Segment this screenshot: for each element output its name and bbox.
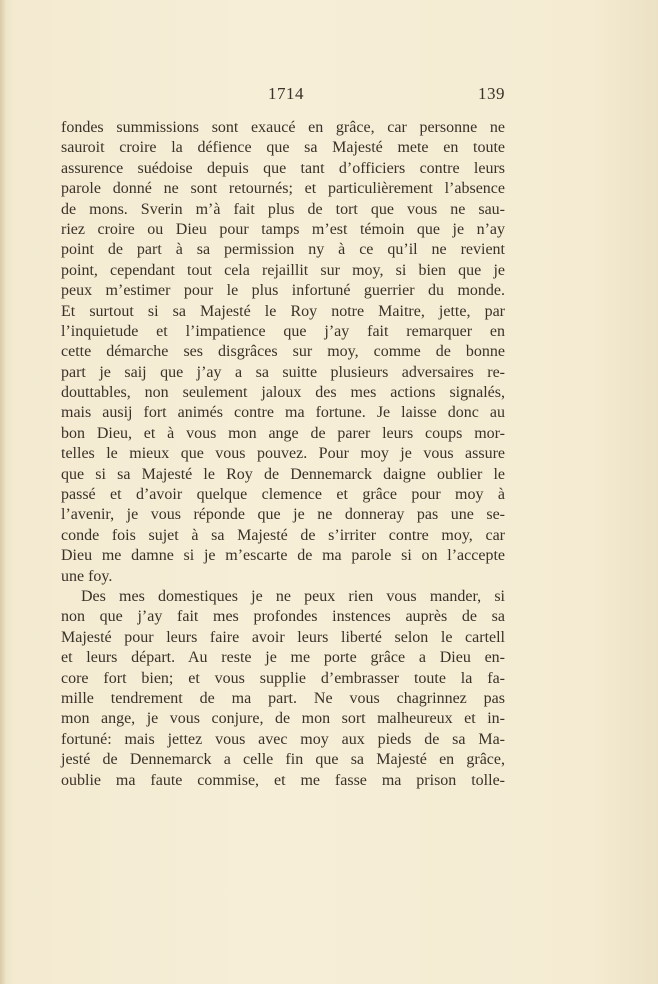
text-line: point de part à sa permission ny à ce qu’il ne revient: [61, 241, 505, 259]
running-head-year: 1714: [268, 84, 304, 103]
text-line: Et surtout si sa Majesté le Roy notre Maitre, jette, par: [61, 302, 505, 320]
text-line: jesté de Dennemarck a celle fin que sa Majesté en grâce,: [61, 751, 505, 769]
text-line: et leurs départ. Au reste je me porte grâce a Dieu en-: [61, 649, 505, 667]
text-line: conde fois sujet à sa Majesté de s’irriter contre moy, car: [61, 526, 505, 544]
text-line: l’inquietude et l’impatience que j’ay fait remarquer en: [61, 322, 505, 340]
text-line: non que j’ay fait mes profondes instences auprès de sa: [61, 608, 505, 626]
text-line: mais ausij fort animés contre ma fortune. Je laisse donc au: [61, 404, 505, 422]
text-line: douttables, non seulement jaloux des mes actions signalés,: [61, 384, 505, 402]
text-line: sauroit croire la défience que sa Majesté mete en toute: [61, 139, 505, 157]
text-line: fondes summissions sont exaucé en grâce, car personne ne: [61, 119, 505, 136]
text-line: de mons. Sverin m’à fait plus de tort que vous ne sau-: [61, 200, 505, 218]
text-line: parole donné ne sont retournés; et particulièrement l’absence: [61, 180, 505, 198]
body-text: [61, 118, 505, 791]
page-number: 139: [478, 84, 505, 103]
page-gutter-shadow: [0, 0, 6, 984]
text-line: peux m’estimer pour le plus infortuné guerrier du monde.: [61, 282, 505, 300]
text-line: oublie ma faute commise, et me fasse ma prison tolle-: [61, 771, 505, 789]
text-line: mille tendrement de ma part. Ne vous chagrinnez pas: [61, 689, 505, 707]
text-line: que si sa Majesté le Roy de Dennemarck daigne oublier le: [61, 465, 505, 483]
text-line: Majesté pour leurs faire avoir leurs liberté selon le cartell: [61, 628, 505, 646]
text-line: telles le mieux que vous pouvez. Pour moy je vous assure: [61, 445, 505, 463]
paragraph-first-line: Des mes domestiques je ne peux rien vous mander, si: [81, 587, 505, 605]
text-line: assurence suédoise depuis que tant d’officiers contre leurs: [61, 159, 505, 177]
text-line: mon ange, je vous conjure, de mon sort malheureux et in-: [61, 710, 505, 728]
text-line: part je saij que j’ay a sa suitte plusieurs adversaires re-: [61, 363, 505, 381]
text-line: riez croire ou Dieu pour tamps m’est témoin que je n’ay: [61, 220, 505, 238]
paragraph-end-line: une foy.: [61, 567, 113, 585]
text-line: passé et d’avoir quelque clemence et grâce pour moy à: [61, 486, 505, 504]
running-head: [60, 84, 505, 106]
text-line: cette démarche ses disgrâces sur moy, comme de bonne: [61, 343, 505, 361]
text-line: fortuné: mais jettez vous avec moy aux pieds de sa Ma-: [61, 730, 505, 748]
text-line: core fort bien; et vous supplie d’embrasser toute la fa-: [61, 669, 505, 687]
text-line: l’avenir, je vous réponde que je ne donneray pas une se-: [61, 506, 505, 524]
text-line: Dieu me damne si je m’escarte de ma parole si on l’accepte: [61, 547, 505, 565]
text-line: bon Dieu, et à vous mon ange de parer leurs coups mor-: [61, 424, 505, 442]
text-line: point, cependant tout cela rejaillit sur moy, si bien que je: [61, 261, 505, 279]
